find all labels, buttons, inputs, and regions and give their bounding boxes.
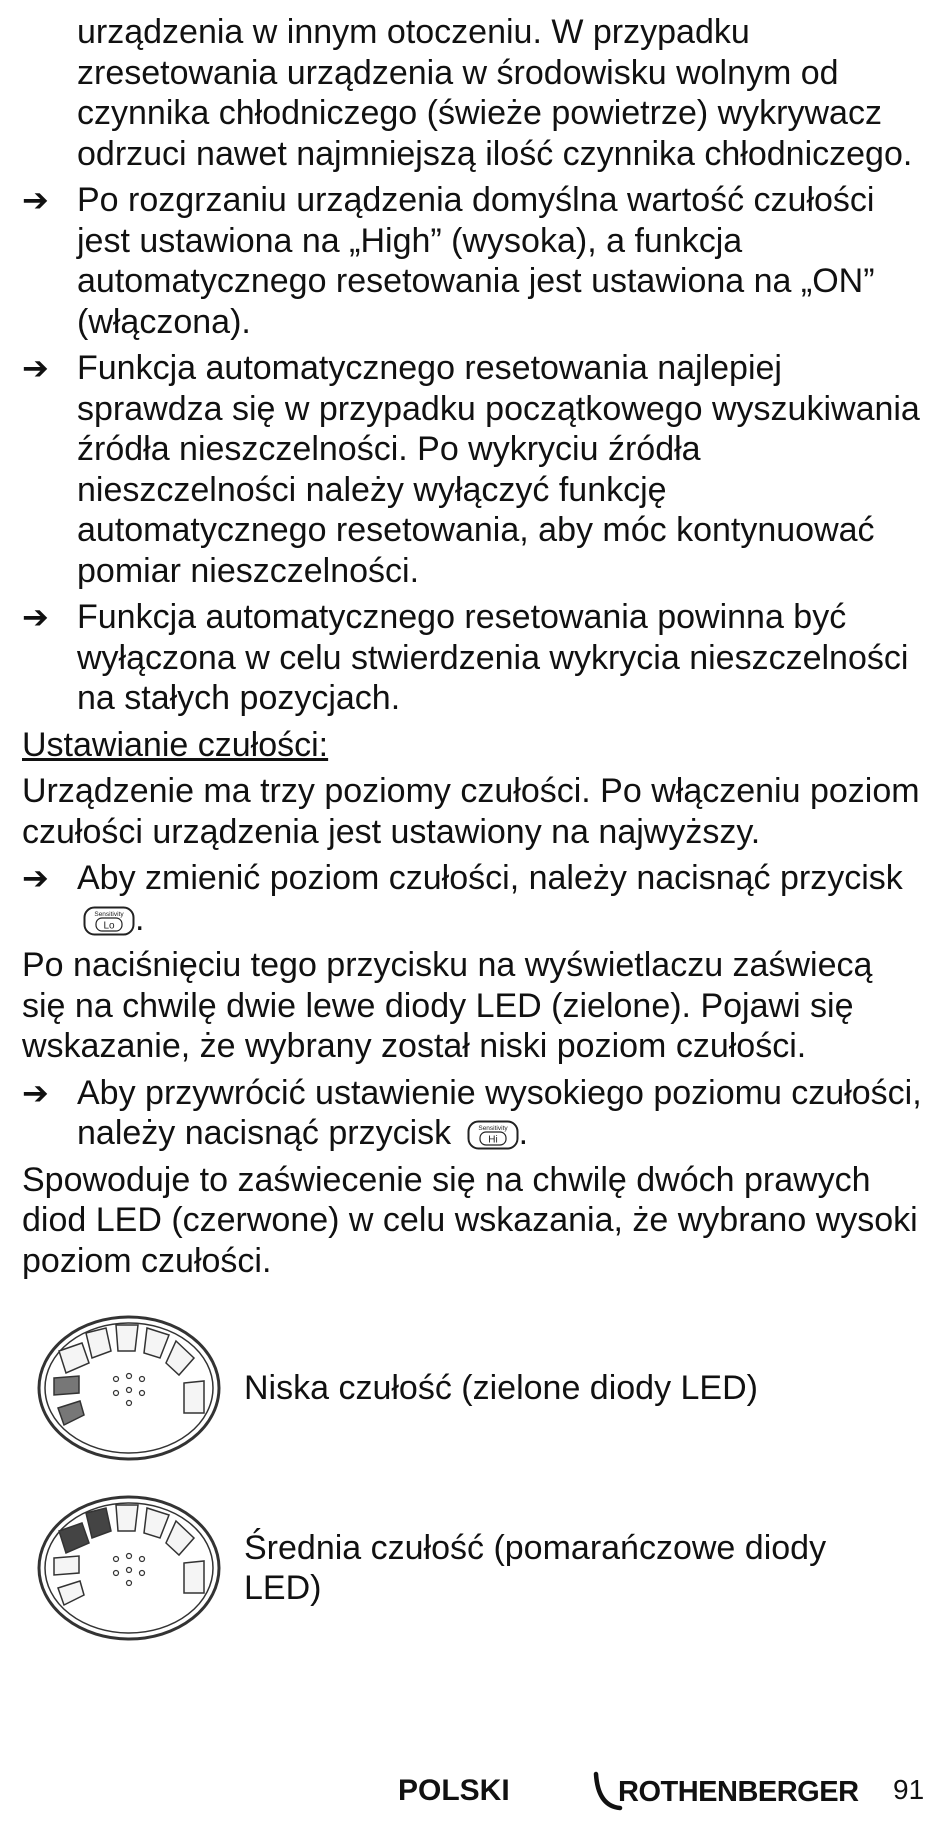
arrow-icon: ➔ xyxy=(22,350,49,386)
bullet-text: Aby przywrócić ustawienie wysokiego poziomu czułości, należy nacisnąć przycisk xyxy=(77,1073,922,1152)
led-dial-medium-illustration xyxy=(34,1493,224,1643)
arrow-icon: ➔ xyxy=(22,182,49,218)
document-page xyxy=(22,12,922,1653)
svg-text:ROTHENBERGER: ROTHENBERGER xyxy=(618,1776,859,1808)
dial-caption: Niska czułość (zielone diody LED) xyxy=(244,1368,758,1407)
bullet-end: . xyxy=(518,1114,529,1152)
page-number: 91 xyxy=(893,1774,925,1805)
sensitivity-hi-button-icon xyxy=(467,1120,519,1150)
page-footer xyxy=(0,1768,950,1818)
arrow-icon: ➔ xyxy=(22,599,49,635)
arrow-icon: ➔ xyxy=(22,1074,49,1111)
bullet-text: Funkcja automatycznego resetowania powinna być wyłączona w celu stwierdzenia wykrycia nieszczelności na stałych pozycjach. xyxy=(77,598,909,717)
button-top-label: Sensitivity xyxy=(477,1125,508,1133)
button-label: Lo xyxy=(103,920,115,932)
sensitivity-lo-button-icon xyxy=(83,906,135,936)
section-heading: Ustawianie czułości: xyxy=(22,725,329,764)
arrow-icon: ➔ xyxy=(22,860,49,896)
bullet-item-lo xyxy=(22,858,922,939)
paragraph-hi: Spowoduje to zaświecenie się na chwilę dwóch prawych diod LED (czerwone) w celu wskazania, że wybrano wysoki poziom czułości. xyxy=(22,1160,918,1280)
bullet-text: Aby zmienić poziom czułości, należy nacisnąć przycisk xyxy=(77,859,903,897)
bullet-item xyxy=(22,348,922,591)
dial-medium-row xyxy=(22,1483,922,1653)
button-label: Hi xyxy=(487,1134,498,1146)
bullet-end: . xyxy=(135,899,145,938)
bullet-text: Po rozgrzaniu urządzenia domyślna wartość czułości jest ustawiona na „High” (wysoka), a funkcja automatycznego resetowania jest ustawiona na „ON” (włączona). xyxy=(77,181,875,341)
footer-language: POLSKI xyxy=(398,1774,510,1807)
paragraph-lo: Po naciśnięciu tego przycisku na wyświetlaczu zaświecą się na chwilę dwie lewe diody LED (zielone). Pojawi się wskazanie, że wybrany został niski poziom czułości. xyxy=(22,946,873,1065)
bullet-item xyxy=(22,597,922,719)
led-dial-low-illustration xyxy=(34,1313,224,1463)
bullet-item-hi xyxy=(22,1073,922,1154)
button-top-label: Sensitivity xyxy=(94,910,124,918)
paragraph-levels: Urządzenie ma trzy poziomy czułości. Po włączeniu poziom czułości urządzenia jest ustawiony na najwyższy. xyxy=(22,772,920,851)
intro-continuation: urządzenia w innym otoczeniu. W przypadku zresetowania urządzenia w środowisku wolnym od czynnika chłodniczego (świeże powietrze) wykrywacz odrzuci nawet najmniejszą ilość czynnika chłodniczego. xyxy=(77,13,913,173)
dial-low-row xyxy=(22,1303,922,1473)
rothenberger-logo xyxy=(592,1768,877,1814)
dial-caption: Średnia czułość (pomarańczowe diody LED) xyxy=(244,1528,827,1607)
bullet-text: Funkcja automatycznego resetowania najlepiej sprawdza się w przypadku początkowego wyszukiwania źródła nieszczelności. Po wykryciu źródła nieszczelności należy wyłączyć funkcję automatycznego resetowania, aby móc kontynuować pomiar nieszczelności. xyxy=(77,349,920,590)
bullet-item xyxy=(22,180,922,342)
